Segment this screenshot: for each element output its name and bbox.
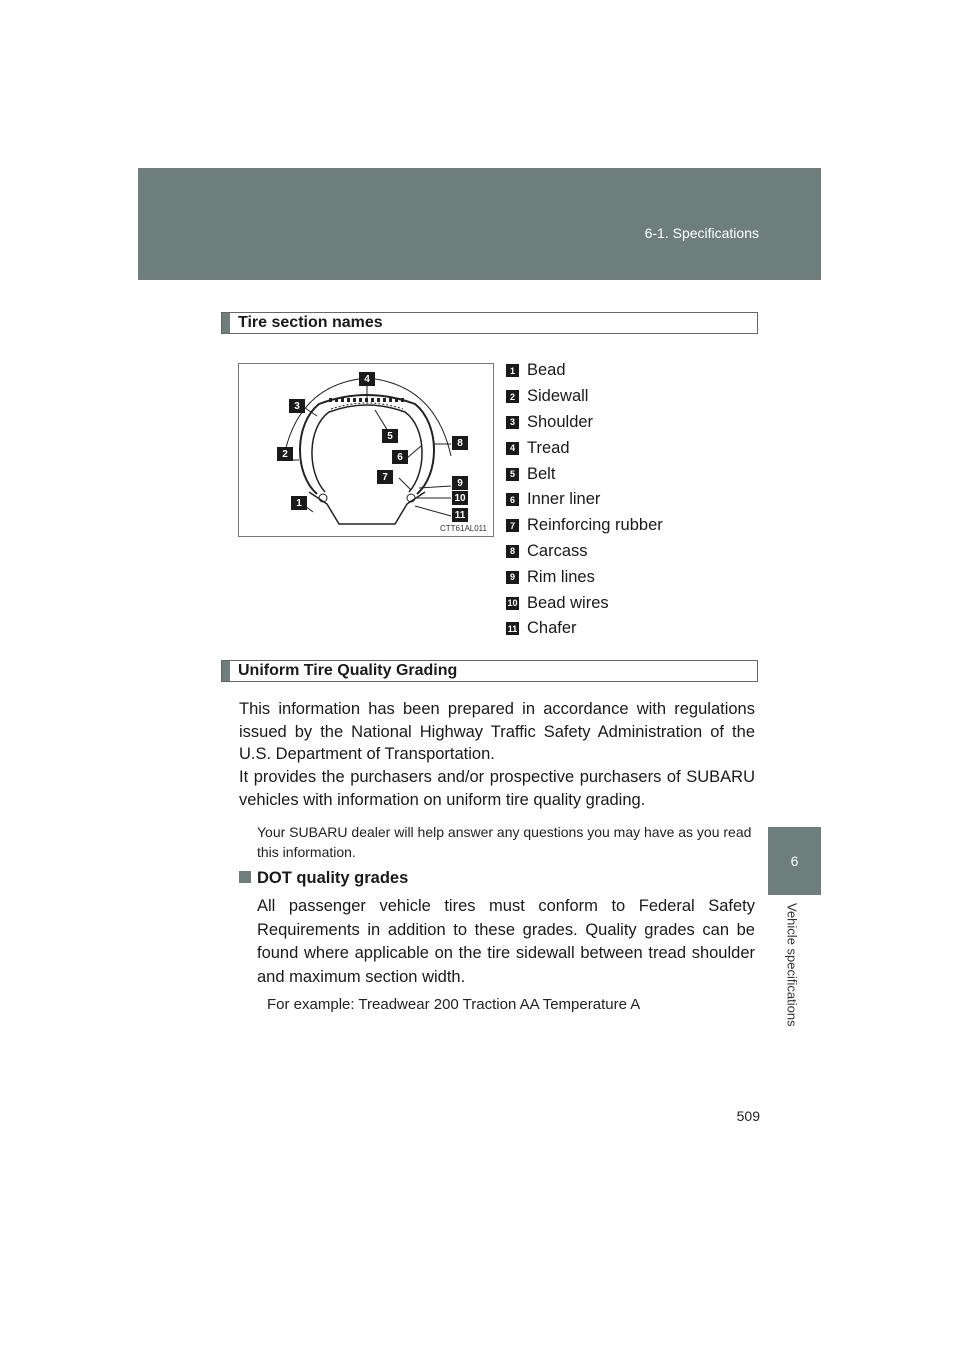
legend-label: Shoulder <box>527 412 594 431</box>
legend-number: 8 <box>506 545 519 558</box>
legend-number: 7 <box>506 519 519 532</box>
legend-number: 1 <box>506 364 519 377</box>
legend-item <box>506 539 756 565</box>
legend-item <box>506 384 756 410</box>
legend-number: 10 <box>507 598 518 609</box>
callout-5: 5 <box>382 429 398 443</box>
page-number: 509 <box>736 1108 760 1124</box>
chapter-number: 6 <box>790 853 799 869</box>
dot-example: For example: Treadwear 200 Traction AA Temperature A <box>267 996 641 1013</box>
legend-label: Tread <box>527 438 570 457</box>
legend-label: Belt <box>527 464 556 483</box>
legend-item <box>506 461 756 487</box>
figure-code: CTT61AL011 <box>440 524 487 533</box>
heading-bar <box>222 661 230 681</box>
callout-10: 10 <box>452 491 468 505</box>
dot-subheading <box>239 869 408 888</box>
legend-item <box>506 410 756 436</box>
legend-label: Chafer <box>527 619 577 638</box>
utqg-paragraph-2: It provides the purchasers and/or prospective purchasers of SUBARU vehicles with information on uniform tire quality grading. <box>239 768 755 809</box>
legend-number: 4 <box>506 442 519 455</box>
callout-11: 11 <box>452 508 468 522</box>
legend-item <box>506 616 756 642</box>
callout-3: 3 <box>289 399 305 413</box>
legend-item <box>506 487 756 513</box>
utqg-note: Your SUBARU dealer will help answer any questions you may have as you read this information. <box>257 824 752 860</box>
legend-item <box>506 564 756 590</box>
legend-number: 2 <box>506 390 519 403</box>
callout-1: 1 <box>291 496 307 510</box>
callout-2: 2 <box>277 447 293 461</box>
callout-6: 6 <box>392 450 408 464</box>
legend-label: Carcass <box>527 541 588 560</box>
chapter-tab <box>768 827 821 895</box>
tire-section-title: Tire section names <box>238 314 383 331</box>
legend-label: Bead wires <box>527 593 609 612</box>
tire-diagram <box>238 363 494 537</box>
legend-item <box>506 513 756 539</box>
callout-7: 7 <box>377 470 393 484</box>
legend-number: 6 <box>506 493 519 506</box>
utqg-section-title: Uniform Tire Quality Grading <box>238 662 458 679</box>
tire-parts-legend <box>506 358 756 642</box>
callout-8: 8 <box>452 436 468 450</box>
legend-label: Bead <box>527 361 566 380</box>
legend-label: Reinforcing rubber <box>527 516 663 535</box>
legend-item <box>506 590 756 616</box>
legend-number: 5 <box>506 468 519 481</box>
dot-subheading-title: DOT quality grades <box>257 869 409 887</box>
callout-9: 9 <box>452 476 468 490</box>
callout-4: 4 <box>359 372 375 386</box>
legend-number: 11 <box>507 623 518 634</box>
legend-item <box>506 435 756 461</box>
heading-bar <box>222 313 230 333</box>
legend-label: Sidewall <box>527 387 589 406</box>
legend-label: Rim lines <box>527 567 595 586</box>
legend-number: 3 <box>506 416 519 429</box>
square-bullet-icon <box>239 871 251 883</box>
header-section-title: 6-1. Specifications <box>644 225 759 241</box>
header-band <box>138 168 821 280</box>
dot-paragraph: All passenger vehicle tires must conform to Federal Safety Requirements in addition to these grades. Quality grades can be found where applicable on the tire sidewall between tread shoulder and maximum section width. <box>257 897 755 986</box>
legend-number: 9 <box>506 571 519 584</box>
legend-item <box>506 358 756 384</box>
legend-label: Inner liner <box>527 490 601 509</box>
chapter-label: Vehicle specifications <box>784 903 800 1027</box>
utqg-paragraph-1: This information has been prepared in accordance with regulations issued by the National Highway Traffic Safety Administration of the U.S. Department of Transportation. <box>239 700 755 763</box>
utqg-section-heading <box>221 660 758 682</box>
tire-section-heading <box>221 312 758 334</box>
